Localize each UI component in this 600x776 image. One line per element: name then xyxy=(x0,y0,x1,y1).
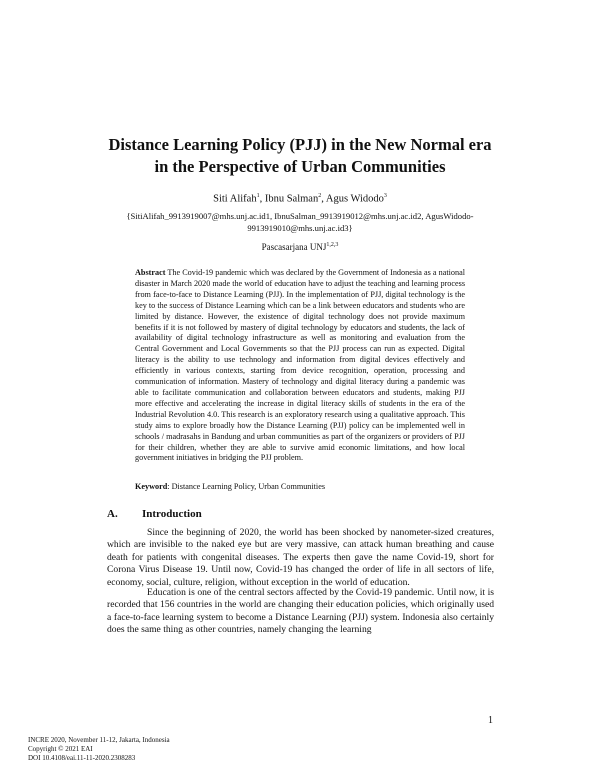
title-line-2: in the Perspective of Urban Communities xyxy=(154,157,446,176)
footer-copyright: Copyright © 2021 EAI xyxy=(28,745,93,754)
author-1-sup: 1 xyxy=(256,193,260,199)
author-2: , Ibnu Salman xyxy=(259,193,319,205)
author-3: , Agus Widodo xyxy=(321,193,384,205)
section-heading xyxy=(107,508,202,520)
footer-doi: DOI 10.4108/eai.11-11-2020.2308283 xyxy=(28,754,136,763)
author-2-sup: 2 xyxy=(318,193,322,199)
abstract xyxy=(135,268,465,464)
section-letter: A. xyxy=(107,508,118,520)
abstract-label: Abstract xyxy=(135,268,166,277)
affiliation-sup: 1,2,3 xyxy=(326,242,339,248)
author-3-sup: 3 xyxy=(383,193,387,199)
keywords xyxy=(135,482,465,491)
author-emails: {SitiAlifah_9913919007@mhs.unj.ac.id1, IbnuSalman_9913919012@mhs.unj.ac.id2, AgusWidodo-9913919010@mhs.unj.ac.id3} xyxy=(126,211,474,233)
author-1: Siti Alifah xyxy=(213,193,257,205)
page-number: 1 xyxy=(488,715,493,726)
title-line-1: Distance Learning Policy (PJJ) in the New Normal era xyxy=(108,135,492,154)
affiliation-text: Pascasarjana UNJ xyxy=(261,242,327,252)
paragraph-1: Since the beginning of 2020, the world has been shocked by nanometer-sized creatures, which are invisible to the naked eye but are very massive, can attack human breathing and cause death for patients with congenital diseases. The experts then gave the name Covid-19, short for Corona Virus Disease 19. Until now, Covid-19 has changed the order of life in all sectors of life, economy, social, culture, religion, without exception in the world of education. xyxy=(107,527,494,588)
keywords-text: : Distance Learning Policy, Urban Communities xyxy=(167,482,326,491)
paper-title xyxy=(0,134,600,178)
author-list xyxy=(0,193,600,205)
page-footer xyxy=(28,736,170,764)
affiliation xyxy=(0,242,600,252)
footer-conference: INCRE 2020, November 11-12, Jakarta, Indonesia xyxy=(28,736,170,744)
section-title: Introduction xyxy=(142,508,202,520)
paragraph-2: Education is one of the central sectors affected by the Covid-19 pandemic. Until now, it is recorded that 156 countries in the world are changing their education policies, which originally used a face-to-face learning system to become a Distance Learning (PJJ) system. Indonesia also certainly does the same thing as other countries, namely changing the learning xyxy=(107,587,494,636)
keywords-label: Keyword xyxy=(135,482,168,491)
abstract-text: The Covid-19 pandemic which was declared by the Government of Indonesia as a national disaster in March 2020 made the world of education have to adjust the teaching and learning process from face-to-face to Distance Learning (PJJ). In the implementation of PJJ, digital technology is the key to the success of Distance Learning which can be a link between educators and students who are limited by distance. However, the existence of digital technology does not provide maximum benefits if it is not followed by mastery of digital technology by educators and students, the lack of availability of digital technology infrastructure as well as monitoring and evaluation from the Central Government and Local Governments so that the PJJ process can run as expected. Digital literacy is the ability to use technology and information from digital devices effectively and efficiently in various contexts, starting from device recognition, operation, processing and communication of information. Mastery of technology and digital literacy during a pandemic was able to facilitate communication and collaboration between educators and students, making PJJ more effective and accelerating the increase in digital literacy skills of students in the era of the Industrial Revolution 4.0. This research is an exploratory research using a qualitative approach. This study aims to explore broadly how the Distance Learning (PJJ) policy can be implemented well in schools / madrasahs in Bandung and urban communities as part of the organizers or providers of PJJ for their children, whether they are able to survive amid economic limitations, and how local government initiatives in bridging the PJJ problem. xyxy=(135,268,465,463)
